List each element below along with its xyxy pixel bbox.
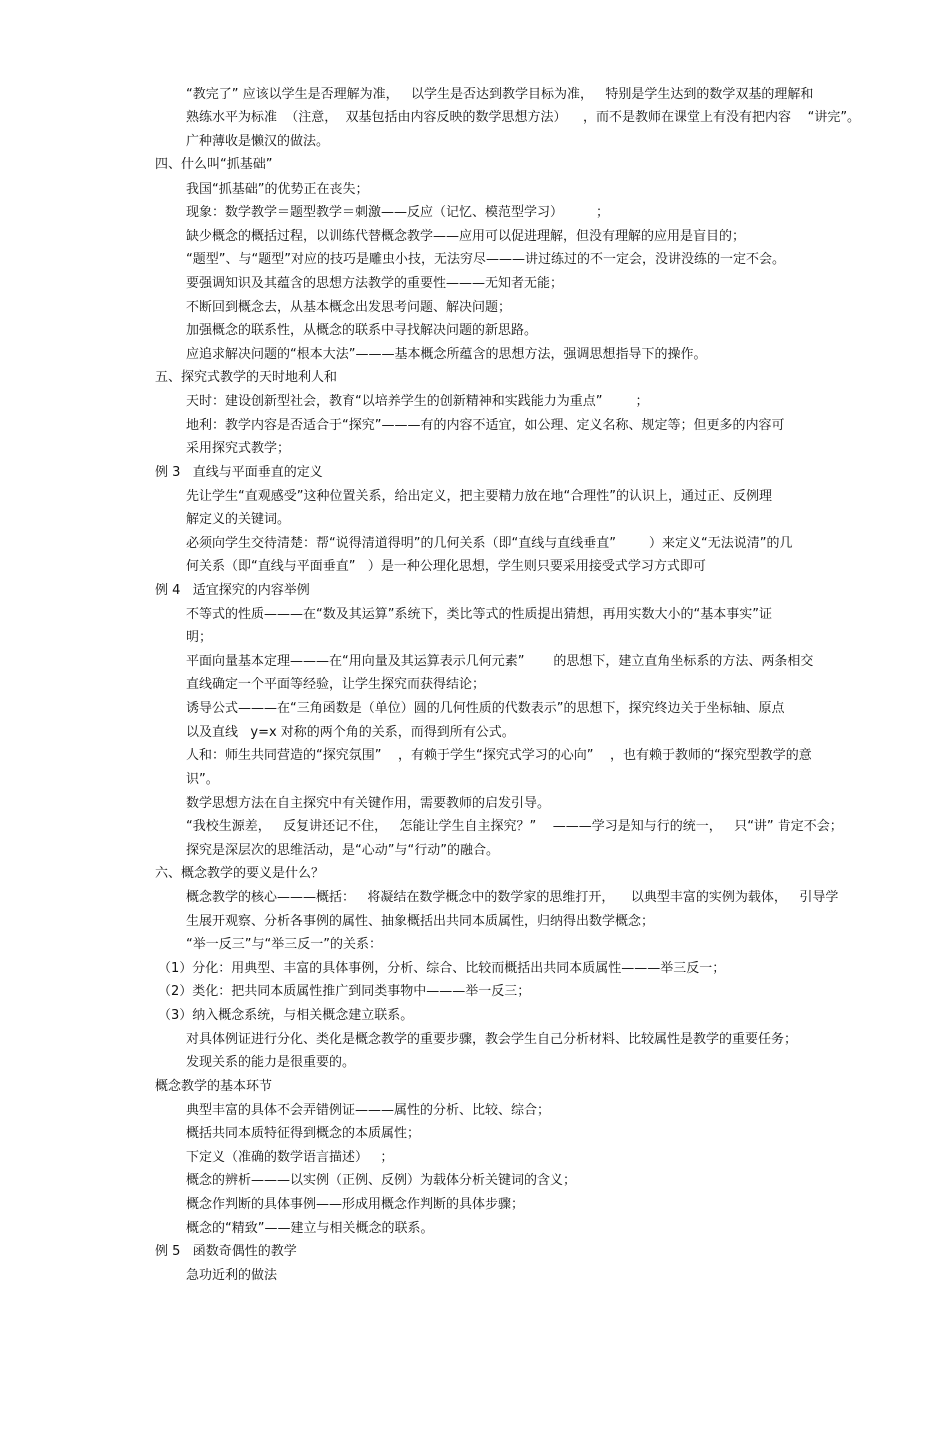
text-line: 不断回到概念去，从基本概念出发思考问题、解决问题； — [186, 300, 512, 315]
section-heading: 六、概念教学的要义是什么？ — [155, 866, 325, 881]
text-line: 不等式的性质———在“数及其运算”系统下，类比等式的性质提出猜想，再用实数大小的“基本事实”证 — [186, 607, 772, 622]
text-line: 概念作判断的具体事例——形成用概念作判断的具体步骤； — [186, 1197, 525, 1212]
text-line: 解定义的关键词。 — [186, 512, 291, 527]
text-line: 概念教学的核心———概括： 将凝结在数学概念中的数学家的思维打开， 以典型丰富的实例为载体， 引导学 — [186, 890, 839, 905]
text-line: 人和：师生共同营造的“探究氛围” ，有赖于学生“探究式学习的心向” ，也有赖于教师的“探究型教学的意 — [186, 748, 812, 763]
text-line: “我校生源差， 反复讲还记不住， 怎能让学生自主探究？” ———学习是知与行的统一， 只“讲” 肯定不会； — [186, 819, 843, 834]
text-line: 采用探究式教学； — [186, 441, 291, 456]
text-line: 平面向量基本定理———在“用向量及其运算表示几何元素” 的思想下，建立直角坐标系的方法、两条相交 — [186, 654, 814, 669]
text-line: 发现关系的能力是很重要的。 — [186, 1055, 356, 1070]
text-line: 典型丰富的具体不会弄错例证———属性的分析、比较、综合； — [186, 1103, 551, 1118]
text-line: 加强概念的联系性，从概念的联系中寻找解决问题的新思路。 — [186, 323, 538, 338]
text-line: 先让学生“直观感受”这种位置关系，给出定义，把主要精力放在地“合理性”的认识上，通过正、反例理 — [186, 489, 772, 504]
text-line: 生展开观察、分析各事例的属性、抽象概括出共同本质属性，归纳得出数学概念； — [186, 914, 655, 929]
text-line: 何关系（即“直线与平面垂直” ）是一种公理化思想，学生则只要采用接受式学习方式即可 — [186, 559, 706, 574]
text-line: 下定义（准确的数学语言描述） ； — [186, 1150, 394, 1165]
text-line: 概念的“精致”——建立与相关概念的联系。 — [186, 1221, 434, 1236]
text-line: 广种薄收是懒汉的做法。 — [186, 134, 330, 149]
text-line: 缺少概念的概括过程，以训练代替概念教学——应用可以促进理解，但没有理解的应用是盲目的； — [186, 229, 746, 244]
section-heading: 四、什么叫“抓基础” — [155, 157, 273, 172]
text-line: 对具体例证进行分化、类化是概念教学的重要步骤，教会学生自己分析材料、比较属性是教学的重要任务； — [186, 1032, 798, 1047]
text-line: 直线确定一个平面等经验，让学生探究而获得结论； — [186, 677, 486, 692]
text-line: 应追求解决问题的“根本大法”———基本概念所蕴含的思想方法，强调思想指导下的操作。 — [186, 347, 707, 362]
text-line: 数学思想方法在自主探究中有关键作用，需要教师的启发引导。 — [186, 796, 551, 811]
text-line: 明； — [186, 630, 213, 645]
text-line: 急功近利的做法 — [186, 1268, 278, 1283]
example-heading: 例 4 适宜探究的内容举例 — [155, 583, 310, 598]
text-line: 以及直线 y=x 对称的两个角的关系，而得到所有公式。 — [186, 725, 515, 740]
text-line: “题型”、与“题型”对应的技巧是雕虫小技，无法穷尽———讲过练过的不一定会，没讲没练的一定不会。 — [186, 252, 785, 267]
text-line: 天时：建设创新型社会，教育“以培养学生的创新精神和实践能力为重点” ； — [186, 394, 649, 409]
text-line: 诱导公式———在“三角函数是（单位）圆的几何性质的代数表示”的思想下，探究终边关于坐标轴、原点 — [186, 701, 785, 716]
list-item: （2）类化：把共同本质属性推广到同类事物中———举一反三； — [158, 984, 531, 999]
text-line: 我国“抓基础”的优势正在丧失； — [186, 182, 369, 197]
section-heading: 五、探究式教学的天时地利人和 — [155, 370, 338, 385]
text-line: “教完了” 应该以学生是否理解为准， 以学生是否达到教学目标为准， 特别是学生达到的数学双基的理解和 — [186, 87, 814, 102]
text-line: “举一反三”与“举三反一”的关系： — [186, 937, 382, 952]
example-heading: 例 5 函数奇偶性的教学 — [155, 1244, 297, 1259]
example-heading: 例 3 直线与平面垂直的定义 — [155, 465, 323, 480]
list-item: （1）分化：用典型、丰富的具体事例，分析、综合、比较而概括出共同本质属性———举三反一； — [158, 961, 726, 976]
section-heading: 概念教学的基本环节 — [155, 1079, 273, 1094]
text-line: 必须向学生交待清楚：帮“说得清道得明”的几何关系（即“直线与直线垂直” ）来定义“无法说清”的几 — [186, 536, 793, 551]
text-line: 要强调知识及其蕴含的思想方法教学的重要性———无知者无能； — [186, 276, 564, 291]
text-line: 概括共同本质特征得到概念的本质属性； — [186, 1126, 421, 1141]
text-line: 熟练水平为标准 （注意， 双基包括由内容反映的数学思想方法） ，而不是教师在课堂上有没有把内容 “讲完”。 — [186, 110, 861, 125]
text-line: 识”。 — [186, 772, 219, 787]
text-line: 概念的辨析———以实例（正例、反例）为载体分析关键词的含义； — [186, 1173, 577, 1188]
list-item: （3）纳入概念系统，与相关概念建立联系。 — [158, 1008, 414, 1023]
text-line: 地利：教学内容是否适合于“探究”———有的内容不适宜，如公理、定义名称、规定等；但更多的内容可 — [186, 418, 785, 433]
text-line: 探究是深层次的思维活动，是“心动”与“行动”的融合。 — [186, 843, 499, 858]
text-line: 现象：数学教学＝题型教学＝刺激——反应（记忆、模范型学习） ； — [186, 205, 610, 220]
